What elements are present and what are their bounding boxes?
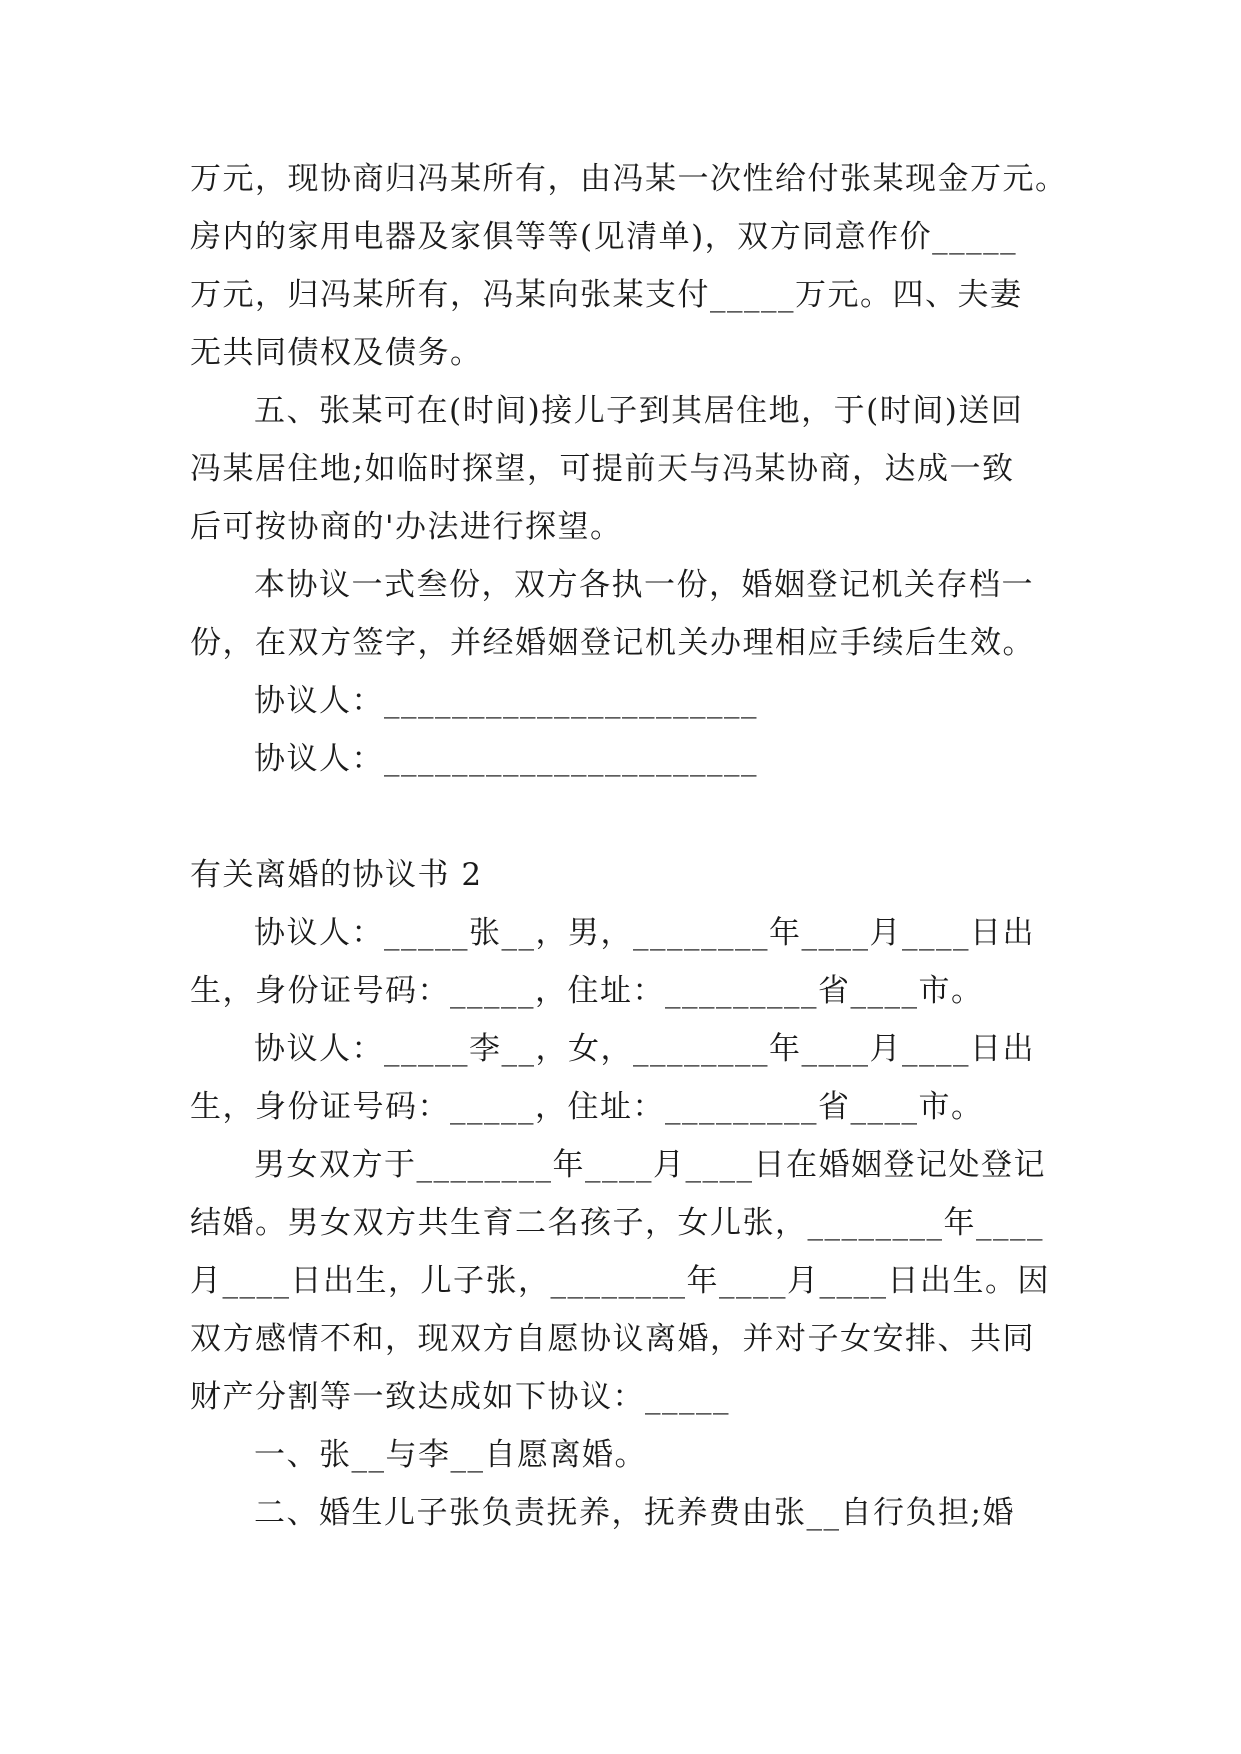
text-line: 结婚。男女双方共生育二名孩子，女儿张，________年____: [190, 1205, 1044, 1241]
text-line: 冯某居住地;如临时探望，可提前天与冯某协商，达成一致: [190, 451, 1015, 487]
paragraph-start: 五、张某可在(时间)接儿子到其居住地，于(时间)送回: [254, 393, 1024, 429]
signature-line: 协议人：______________________: [254, 683, 758, 719]
section-title: 有关离婚的协议书 2: [190, 857, 483, 893]
text-line: 生，身份证号码：_____，住址：_________省____市。: [190, 973, 984, 1009]
paragraph-start: 二、婚生儿子张负责抚养，抚养费由张__自行负担;婚: [254, 1495, 1015, 1531]
text-line: 无共同债权及债务。: [190, 335, 483, 371]
section-gap: [190, 788, 1070, 846]
text-line: 财产分割等一致达成如下协议：_____: [190, 1379, 730, 1415]
paragraph-start: 协议人：_____张__，男，________年____月____日出: [254, 915, 1035, 951]
text-line: 后可按协商的'办法进行探望。: [190, 509, 623, 545]
text-line: 份，在双方签字，并经婚姻登记机关办理相应手续后生效。: [190, 625, 1035, 661]
text-line: 生，身份证号码：_____，住址：_________省____市。: [190, 1089, 984, 1125]
text-line: 万元，归冯某所有，冯某向张某支付_____万元。四、夫妻: [190, 277, 1023, 313]
document-page: [190, 150, 1070, 1542]
signature-line: 协议人：______________________: [254, 741, 758, 777]
paragraph-start: 男女双方于________年____月____日在婚姻登记处登记: [254, 1147, 1046, 1183]
text-line: 月____日出生，儿子张，________年____月____日出生。因: [190, 1263, 1050, 1299]
paragraph-start: 协议人：_____李__，女，________年____月____日出: [254, 1031, 1035, 1067]
text-line: 双方感情不和，现双方自愿协议离婚，并对子女安排、共同: [190, 1321, 1035, 1357]
paragraph-start: 一、张__与李__自愿离婚。: [254, 1437, 647, 1473]
text-line: 万元，现协商归冯某所有，由冯某一次性给付张某现金万元。: [190, 161, 1068, 197]
text-line: 房内的家用电器及家俱等等(见清单)，双方同意作价_____: [190, 219, 1018, 255]
paragraph-start: 本协议一式叁份，双方各执一份，婚姻登记机关存档一: [254, 567, 1034, 603]
